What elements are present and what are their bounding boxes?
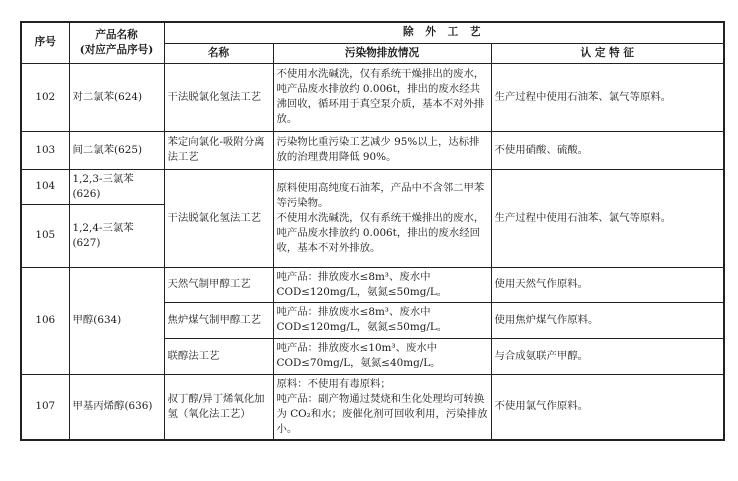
row-pollution-b: 不使用水洗碱洗，仅有系统干燥排出的废水，吨产品废水排放约 0.006t，排出的废水经回收，基本不对外排放。 [276,211,485,254]
table-row-103 [21,131,724,169]
row-pollution-line1: 吨产品：排放废水≤8m³、废水中 [276,270,431,283]
row-product: 甲基丙烯醇(636) [69,374,164,440]
row-pollution [273,374,491,440]
row-product: 甲醇(634) [69,267,164,374]
row-pollution-line1: 吨产品：排放废水≤10m³、废水中 [276,342,438,354]
row-pollution [273,267,491,302]
row-feature: 生产过程中使用石油苯、氯气等原料。 [491,63,724,131]
row-process: 叔丁醇/异丁烯氧化加氢（氧化法工艺） [164,374,273,440]
row-pollution [273,338,491,374]
header-index: 序号 [21,22,69,63]
row-feature: 使用焦炉煤气作原料。 [491,302,724,338]
row-pollution [273,169,491,267]
header-product-label: 产品名称 [95,28,138,41]
row-feature: 不使用氯气作原料。 [491,374,724,440]
row-feature: 使用天然气作原料。 [491,267,724,302]
row-process: 焦炉煤气制甲醇工艺 [164,302,273,338]
row-feature: 不使用硝酸、硫酸。 [491,131,724,169]
row-pollution-line2: COD≤70mg/L，氨氮≤40mg/L。 [276,357,441,369]
row-pollution-line1: 吨产品：排放废水≤8m³、废水中 [276,306,431,318]
header-product [69,22,164,63]
table-row-102 [21,63,724,131]
row-index: 107 [21,374,69,440]
row-feature: 与合成氨联产甲醇。 [491,338,724,374]
row-process: 天然气制甲醇工艺 [164,267,273,302]
row-pollution-line1: 原料：不使用有毒原料； [276,377,391,390]
header-product-sub: (对应产品序号) [79,43,154,56]
row-feature: 生产过程中使用石油苯、氯气等原料。 [491,169,724,267]
header-feature: 认 定 特 征 [491,43,724,63]
row-pollution-line2: 吨产品：副产物通过焚烧和生化处理均可转换为 CO₂和水；废催化剂可回收利用，污染排放小。 [276,392,488,435]
row-process: 干法脱氯化氢法工艺 [164,169,273,267]
row-pollution: 不使用水洗碱洗，仅有系统干燥排出的废水，吨产品废水排放约 0.006t，排出的废水经共沸回收，循环用于真空泵介质，基本不对外排放。 [273,63,491,131]
row-product: 对二氯苯(624) [69,63,164,131]
row-pollution [273,302,491,338]
row-process: 苯定向氯化-吸附分离法工艺 [164,131,273,169]
row-index: 104 [21,169,69,204]
row-index: 106 [21,267,69,374]
table-row-106 [21,267,724,302]
header-name: 名称 [164,43,273,63]
row-index: 102 [21,63,69,131]
row-product: 1,2,4-三氯苯(627) [69,204,164,267]
table-row-104 [21,169,724,204]
row-index: 103 [21,131,69,169]
row-pollution: 污染物比重污染工艺减少 95%以上，达标排放的治理费用降低 90%。 [273,131,491,169]
header-pollution: 污染物排放情况 [273,43,491,63]
row-process: 联醇法工艺 [164,338,273,374]
row-pollution-line2: COD≤120mg/L，氨氮≤50mg/L。 [276,285,448,298]
row-product: 间二氯苯(625) [69,131,164,169]
row-index: 105 [21,204,69,267]
row-process: 干法脱氯化氢法工艺 [164,63,273,131]
header-group: 除 外 工 艺 [164,22,724,43]
table-row-107 [21,374,724,440]
row-pollution-a: 原料使用高纯度石油苯，产品中不含邻二甲苯等污染物。 [276,181,485,209]
process-table [20,21,725,441]
row-pollution-line2: COD≤120mg/L，氨氮≤50mg/L。 [276,321,448,333]
row-product: 1,2,3-三氯苯(626) [69,169,164,204]
